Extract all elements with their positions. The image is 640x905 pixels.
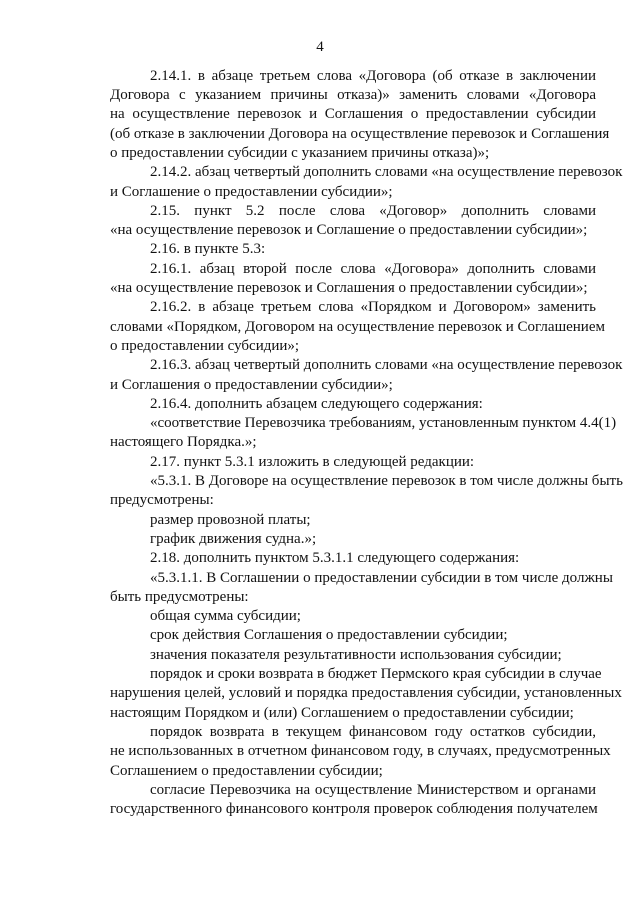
text-line: настоящим Порядком и (или) Соглашением о предоставлении субсидии; [110, 705, 574, 721]
text-line: срок действия Соглашения о предоставлении субсидии; [150, 627, 508, 643]
text-line: и Соглашение о предоставлении субсидии»; [110, 184, 393, 200]
text-line: согласие Перевозчика на осуществление Министерством и органами [150, 782, 596, 798]
text-line: и Соглашения о предоставлении субсидии»; [110, 377, 393, 393]
text-line: Договора с указанием причины отказа)» заменить словами «Договора [110, 87, 596, 103]
text-line: «соответствие Перевозчика требованиям, установленным пунктом 4.4(1) [150, 415, 617, 431]
text-line: значения показателя результативности использования субсидии; [150, 647, 562, 663]
text-line: «на осуществление перевозок и Соглашения о предоставлении субсидии»; [110, 280, 588, 296]
text-line: порядок и сроки возврата в бюджет Пермского края субсидии в случае [150, 666, 602, 682]
text-line: 2.16.1. абзац второй после слова «Договора» дополнить словами [150, 261, 596, 277]
text-line: настоящего Порядка.»; [110, 434, 257, 450]
text-line: Соглашением о предоставлении субсидии; [110, 763, 383, 779]
text-line: общая сумма субсидии; [150, 608, 301, 624]
text-line: график движения судна.»; [150, 531, 317, 547]
text-line: 2.14.2. абзац четвертый дополнить словами «на осуществление перевозок [150, 164, 623, 180]
text-line: о предоставлении субсидии с указанием причины отказа)»; [110, 145, 490, 161]
text-line: быть предусмотрены: [110, 589, 249, 605]
text-line: (об отказе в заключении Договора на осуществление перевозок и Соглашения [110, 126, 610, 142]
text-line: не использованных в отчетном финансовом году, в случаях, предусмотренных [110, 743, 611, 759]
text-line: на осуществление перевозок и Соглашения о предоставлении субсидии [110, 106, 596, 122]
text-line: порядок возврата в текущем финансовом году остатков субсидии, [150, 724, 596, 740]
text-line: 2.16.4. дополнить абзацем следующего содержания: [150, 396, 483, 412]
text-line: нарушения целей, условий и порядка предоставления субсидии, установленных [110, 685, 622, 701]
page-number: 4 [316, 39, 324, 55]
text-line: 2.16.2. в абзаце третьем слова «Порядком и Договором» заменить [150, 299, 596, 315]
text-line: 2.14.1. в абзаце третьем слова «Договора (об отказе в заключении [150, 68, 596, 84]
text-line: словами «Порядком, Договором на осуществление перевозок и Соглашением [110, 319, 605, 335]
text-line: 2.18. дополнить пунктом 5.3.1.1 следующего содержания: [150, 550, 520, 566]
text-line: о предоставлении субсидии»; [110, 338, 300, 354]
text-line: 2.16.3. абзац четвертый дополнить словами «на осуществление перевозок [150, 357, 623, 373]
text-line: «5.3.1.1. В Соглашении о предоставлении субсидии в том числе должны [150, 570, 613, 586]
text-line: 2.15. пункт 5.2 после слова «Договор» дополнить словами [150, 203, 596, 219]
text-line: «на осуществление перевозок и Соглашение о предоставлении субсидии»; [110, 222, 588, 238]
text-line: 2.16. в пункте 5.3: [150, 241, 266, 257]
text-line: «5.3.1. В Договоре на осуществление перевозок в том числе должны быть [150, 473, 623, 489]
text-line: 2.17. пункт 5.3.1 изложить в следующей редакции: [150, 454, 475, 470]
text-line: государственного финансового контроля проверок соблюдения получателем [110, 801, 598, 817]
text-line: размер провозной платы; [150, 512, 311, 528]
text-line: предусмотрены: [110, 492, 214, 508]
